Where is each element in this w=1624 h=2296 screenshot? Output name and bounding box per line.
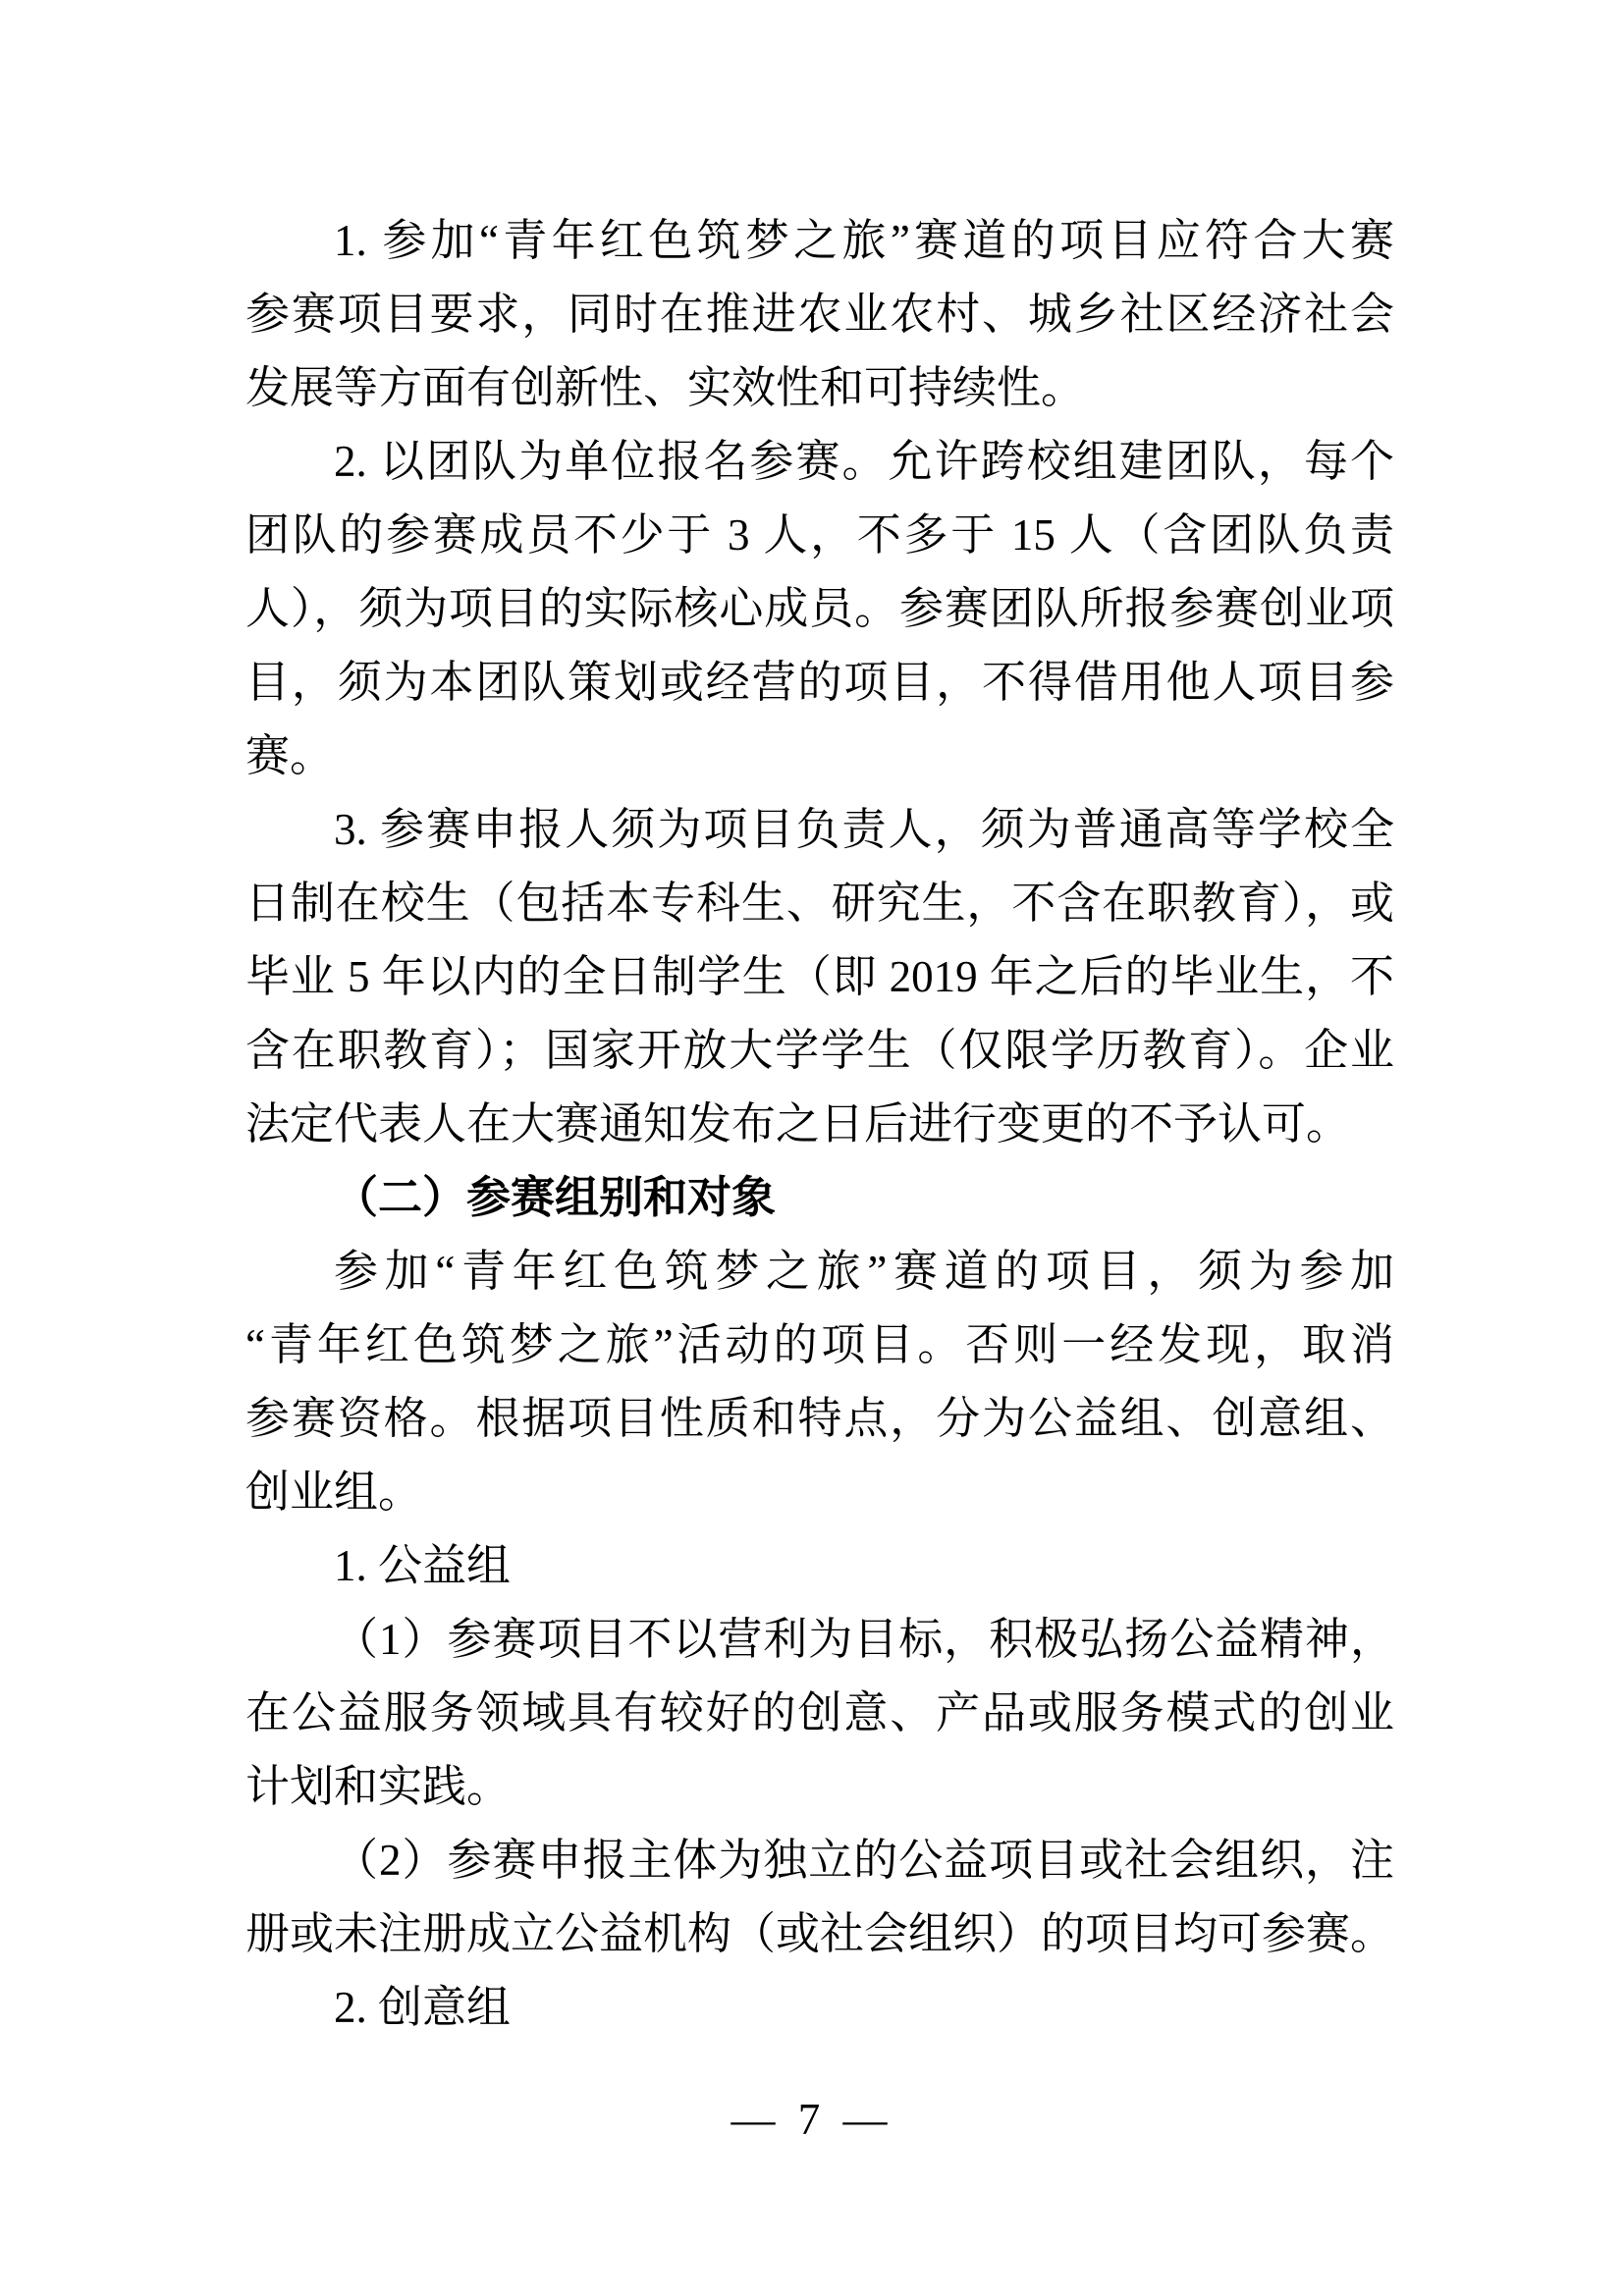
text-line: 计划和实践。 xyxy=(245,1762,512,1811)
text-line: “青年红色筑梦之旅”活动的项目。否则一经发现，取消 xyxy=(245,1320,1394,1369)
text-line: 参加“青年红色筑梦之旅”赛道的项目，须为参加 xyxy=(334,1247,1394,1296)
text-line: 目，须为本团队策划或经营的项目，不得借用他人项目参 xyxy=(245,658,1394,707)
page-number: — 7 — xyxy=(731,2095,893,2144)
text-line: 人），须为项目的实际核心成员。参赛团队所报参赛创业项 xyxy=(245,584,1394,633)
document-body xyxy=(245,204,1394,2045)
text-line: 3. 参赛申报人须为项目负责人，须为普通高等学校全 xyxy=(334,805,1394,854)
text-line: （2）参赛申报主体为独立的公益项目或社会组织，注 xyxy=(334,1836,1394,1885)
text-line: 团队的参赛成员不少于 3 人，不多于 15 人（含团队负责 xyxy=(245,510,1394,560)
text-line: 册或未注册成立公益机构（或社会组织）的项目均可参赛。 xyxy=(245,1909,1395,1958)
text-line: 参赛资格。根据项目性质和特点，分为公益组、创意组、 xyxy=(245,1394,1394,1443)
text-line: 1. 参加“青年红色筑梦之旅”赛道的项目应符合大赛 xyxy=(334,216,1394,265)
text-line: 2. 以团队为单位报名参赛。允许跨校组建团队，每个 xyxy=(334,437,1394,486)
text-line: 日制在校生（包括本专科生、研究生，不含在职教育），或 xyxy=(245,879,1394,928)
page-footer xyxy=(0,2093,1624,2147)
text-line: 创业组。 xyxy=(245,1468,423,1517)
subheading-line: 1. 公益组 xyxy=(334,1541,512,1590)
text-line: 法定代表人在大赛通知发布之日后进行变更的不予认可。 xyxy=(245,1099,1351,1148)
text-line: 发展等方面有创新性、实效性和可持续性。 xyxy=(245,363,1086,412)
text-line: （1）参赛项目不以营利为目标，积极弘扬公益精神， xyxy=(334,1615,1394,1664)
text-line: 参赛项目要求，同时在推进农业农村、城乡社区经济社会 xyxy=(245,290,1394,339)
section-heading-line: （二）参赛组别和对象 xyxy=(334,1173,777,1222)
subheading-line: 2. 创意组 xyxy=(334,1983,512,2032)
text-line: 毕业 5 年以内的全日制学生（即 2019 年之后的毕业生，不 xyxy=(245,952,1394,1001)
text-line: 在公益服务领域具有较好的创意、产品或服务模式的创业 xyxy=(245,1688,1394,1737)
text-line: 赛。 xyxy=(245,731,335,780)
text-line: 含在职教育）；国家开放大学学生（仅限学历教育）。企业 xyxy=(245,1026,1394,1075)
